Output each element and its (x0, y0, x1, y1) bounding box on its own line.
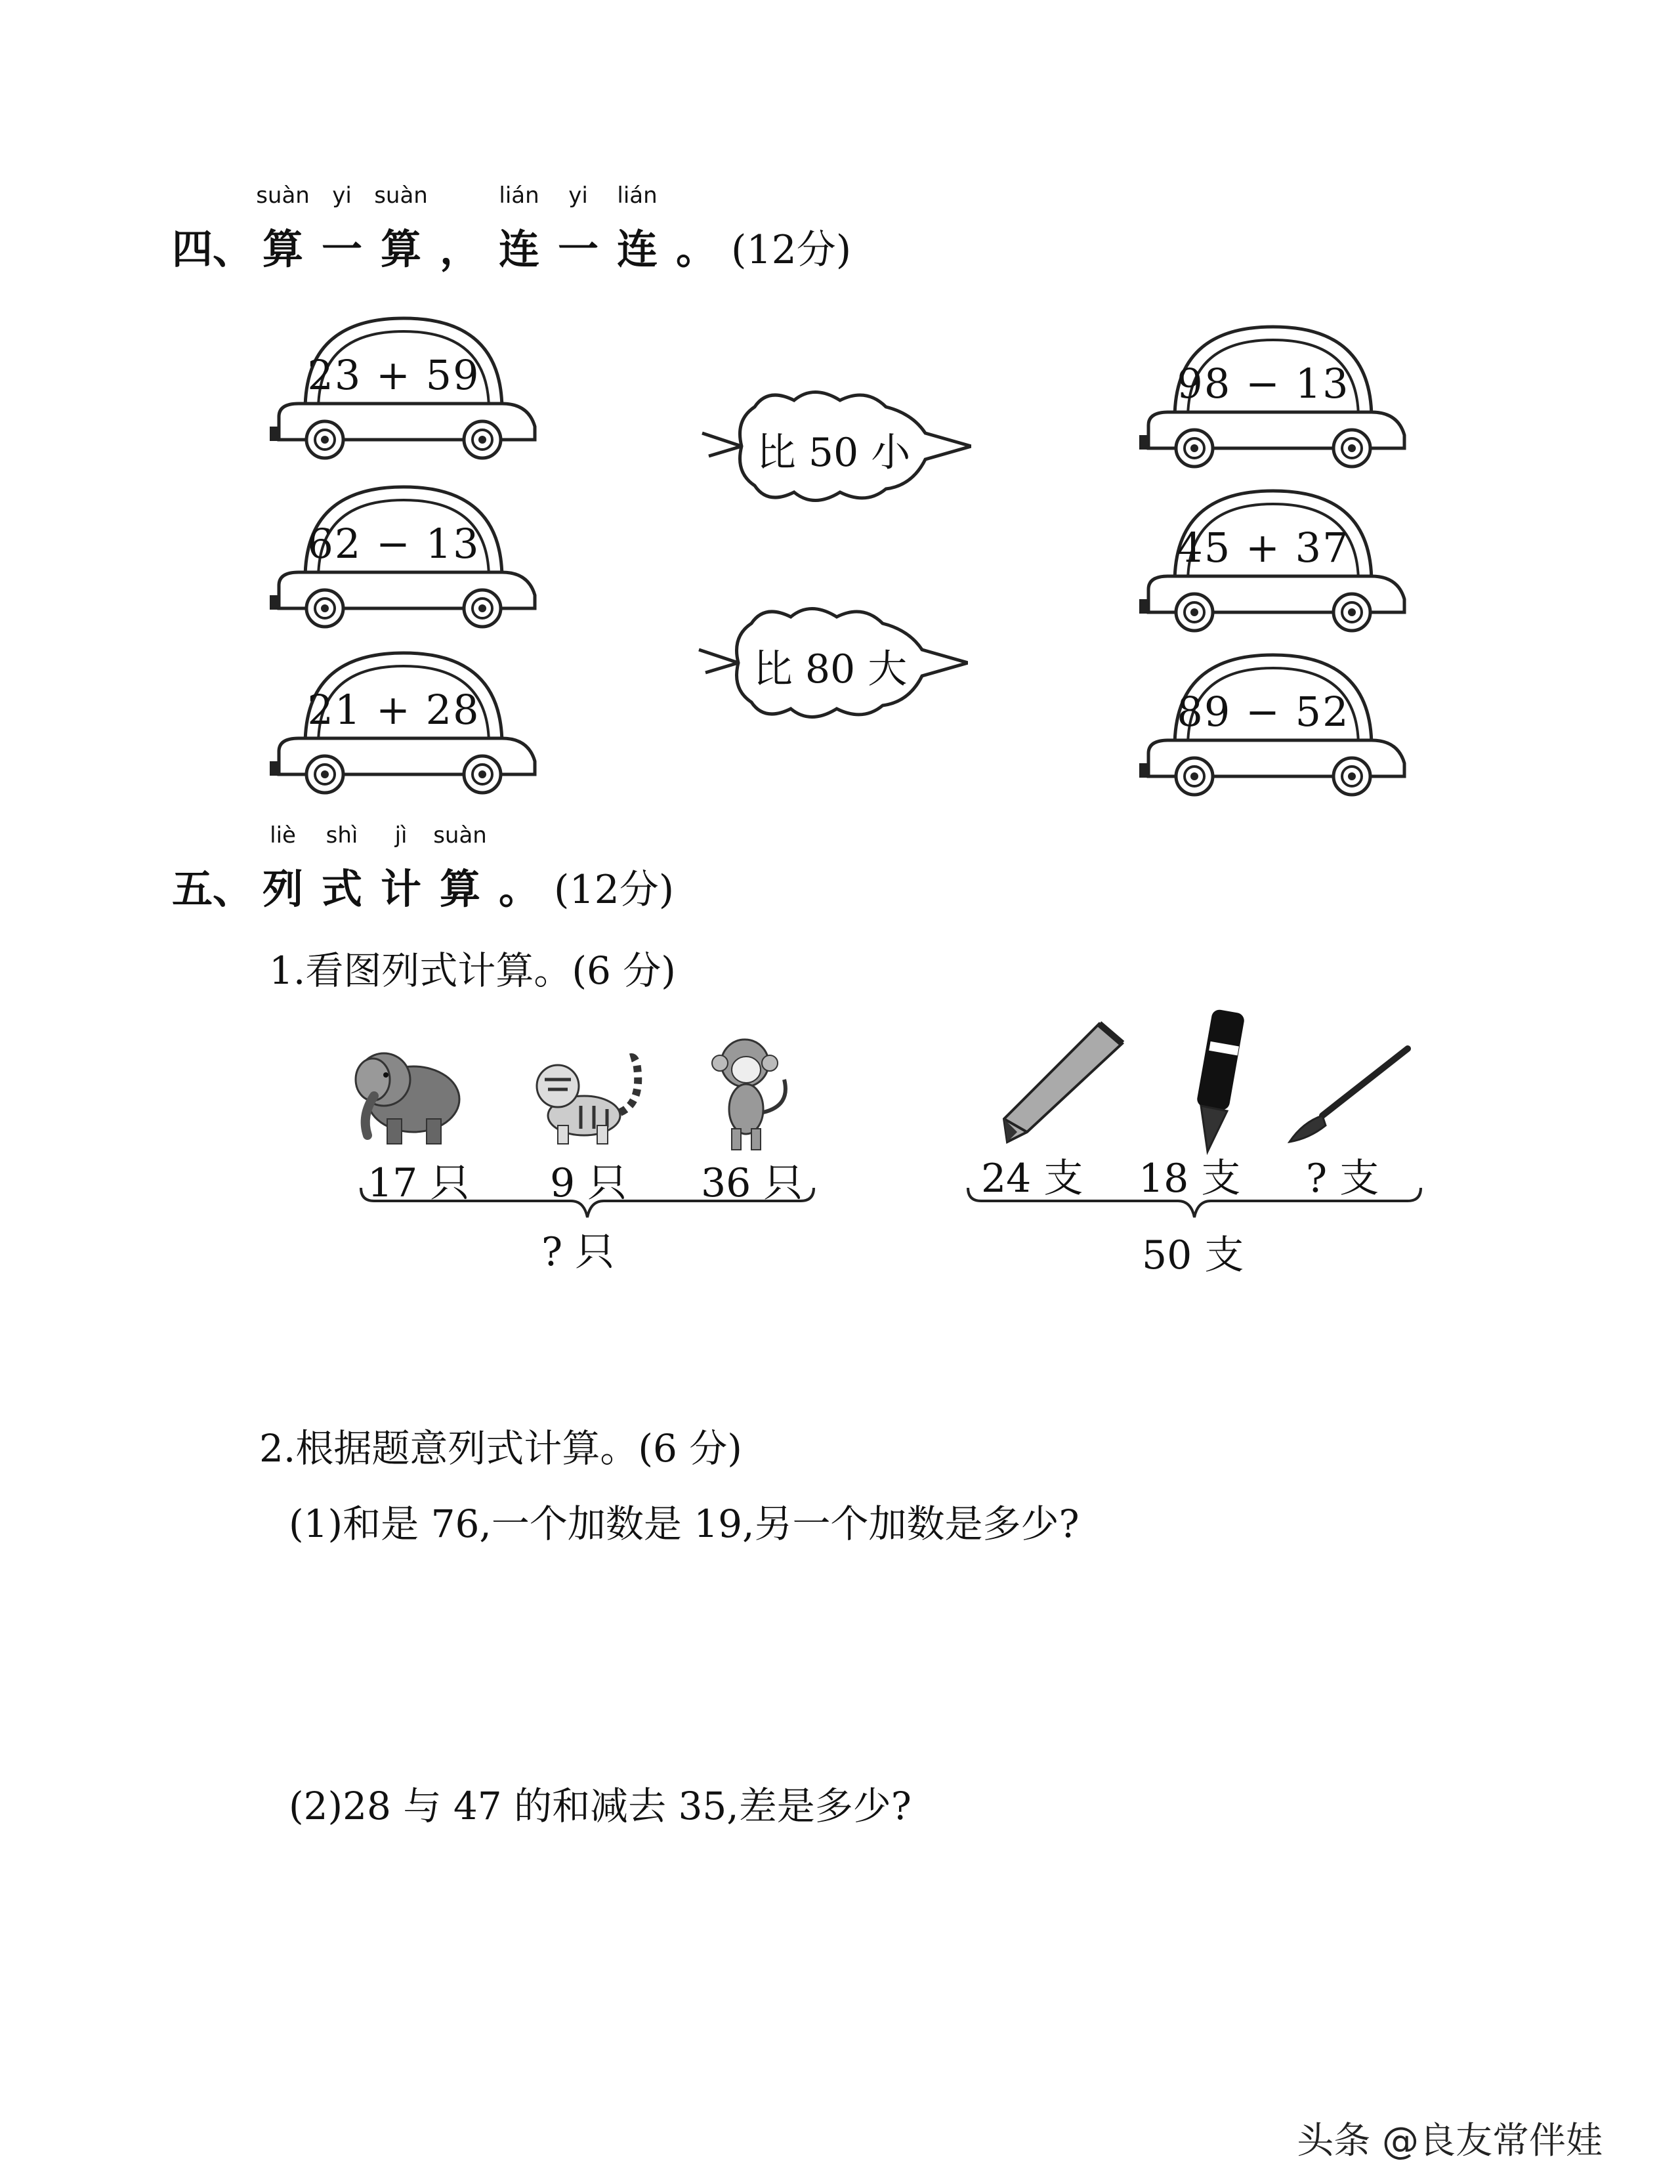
pen-total: 50 支 (1142, 1232, 1244, 1278)
heading-char: 列 liè (262, 822, 304, 913)
heading-char: 连 lián (499, 182, 540, 273)
section-5-heading (172, 822, 675, 915)
car-right-2 (1135, 478, 1411, 642)
pinyin-annotation: yi (568, 182, 588, 209)
pen-count-fountain: 18 支 (1139, 1156, 1241, 1202)
pinyin-annotation: jì (394, 822, 408, 849)
car-right-3 (1135, 642, 1411, 806)
section-5-points: (12分) (554, 867, 675, 913)
animal-count-monkey: 36 只 (701, 1160, 803, 1206)
question-1-title: 1.看图列式计算。(6 分) (269, 948, 676, 993)
car-expression: 89 − 52 (1177, 688, 1350, 736)
heading-char: ， (440, 225, 481, 273)
pen-count-unknown: ? 支 (1306, 1156, 1379, 1202)
animal-count-elephant: 17 只 (368, 1160, 470, 1206)
car-right-1 (1135, 314, 1411, 478)
brace-icon (358, 1185, 817, 1224)
heading-char: 连 lián (617, 182, 658, 273)
pinyin-annotation: shì (326, 822, 358, 849)
pinyin-annotation: suàn (433, 822, 487, 849)
pinyin-annotation: liè (270, 822, 296, 849)
section-4-title (253, 182, 726, 273)
heading-char: 一 yi (322, 182, 363, 273)
pen-count-pencil: 24 支 (981, 1156, 1083, 1202)
leaf-label: 比 50 小 (756, 430, 911, 476)
heading-char: 。 (499, 865, 540, 913)
heading-char: 算 suàn (256, 182, 310, 273)
heading-char: 式 shì (322, 822, 363, 913)
leaf-label: 比 80 大 (753, 646, 908, 692)
car-expression: 45 + 37 (1177, 524, 1350, 572)
question-2-item-1: (1)和是 76,一个加数是 19,另一个加数是多少? (289, 1502, 1080, 1546)
question-2-item-2: (2)28 与 47 的和减去 35,差是多少? (289, 1784, 912, 1828)
heading-char: 计 jì (381, 822, 422, 913)
question-2-title: 2.根据题意列式计算。(6 分) (259, 1426, 742, 1471)
section-4-number: 四 (172, 225, 213, 273)
leaf-greater-than-80 (692, 597, 968, 728)
car-expression: 98 − 13 (1177, 360, 1350, 408)
brush-pen-icon (1283, 1043, 1414, 1148)
car-expression: 23 + 59 (307, 351, 480, 399)
heading-char: 。 (676, 225, 717, 273)
heading-char: 算 suàn (374, 182, 428, 273)
pinyin-annotation: lián (499, 182, 539, 209)
pencil-icon (988, 1017, 1132, 1148)
animal-total: ? 只 (541, 1229, 615, 1275)
watermark: 头条 @良友常伴娃 (1297, 2120, 1603, 2162)
pinyin-annotation: lián (617, 182, 658, 209)
elephant-icon (348, 1043, 466, 1148)
car-left-2 (266, 474, 541, 638)
car-expression: 62 − 13 (307, 520, 480, 568)
heading-separator: 、 (213, 865, 254, 913)
pinyin-annotation: yi (332, 182, 352, 209)
heading-char: 算 suàn (433, 822, 487, 913)
pinyin-annotation: suàn (374, 182, 428, 209)
animal-count-tiger: 9 只 (550, 1160, 627, 1206)
pinyin-annotation: suàn (256, 182, 310, 209)
leaf-less-than-50 (696, 381, 971, 512)
section-5-title (253, 822, 549, 913)
fountain-pen-icon (1175, 1007, 1253, 1158)
heading-char: 一 yi (558, 182, 599, 273)
section-4-points: (12分) (731, 227, 852, 273)
brace-icon (965, 1185, 1424, 1224)
section-5-number: 五 (172, 865, 213, 913)
heading-separator: 、 (213, 225, 254, 273)
section-4-heading (172, 182, 852, 275)
car-left-3 (266, 640, 541, 804)
car-left-1 (266, 305, 541, 469)
car-expression: 21 + 28 (307, 686, 480, 734)
tiger-icon (522, 1050, 653, 1148)
monkey-icon (705, 1034, 797, 1152)
